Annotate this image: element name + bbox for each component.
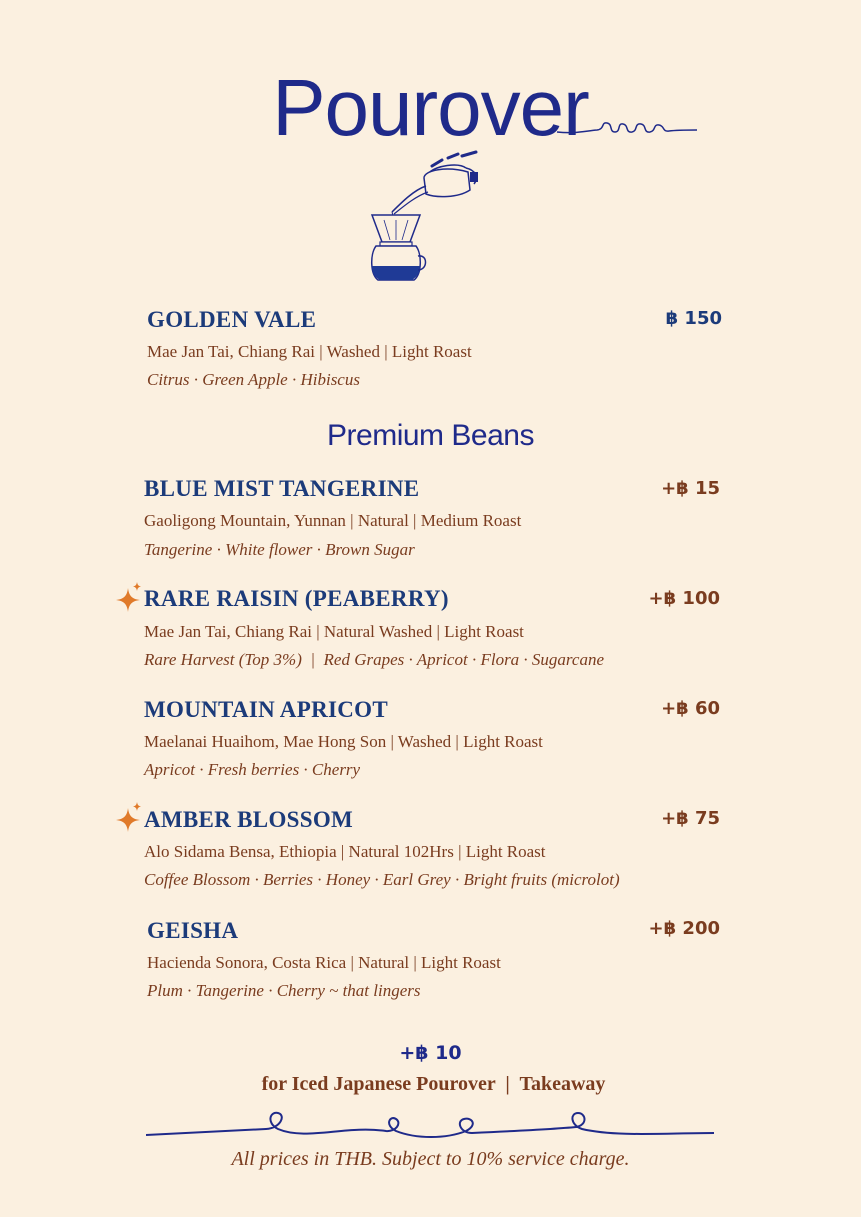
item-notes-golden-vale: Citrus · Green Apple · Hibiscus xyxy=(147,370,360,389)
item-origin-geisha: Hacienda Sonora, Costa Rica | Natural | Light Roast xyxy=(147,953,501,972)
item-origin-blue-mist-tangerine: Gaoligong Mountain, Yunnan | Natural | Medium Roast xyxy=(144,511,522,530)
item-price-amber-blossom: +฿ 75 xyxy=(661,808,720,829)
page-title: Pourover xyxy=(272,63,589,152)
item-name-golden-vale: GOLDEN VALE xyxy=(147,307,317,332)
section-title-premium-beans: Premium Beans xyxy=(327,419,534,452)
item-origin-rare-raisin: Mae Jan Tai, Chiang Rai | Natural Washed | Light Roast xyxy=(144,622,524,641)
item-price-golden-vale: ฿ 150 xyxy=(665,308,722,329)
footer-note: All prices in THB. Subject to 10% service charge. xyxy=(231,1148,630,1170)
item-name-geisha: GEISHA xyxy=(147,918,239,943)
item-name-amber-blossom: AMBER BLOSSOM xyxy=(144,807,354,832)
item-price-geisha: +฿ 200 xyxy=(648,918,720,939)
item-price-rare-raisin: +฿ 100 xyxy=(648,588,720,609)
sparkle-star-icon xyxy=(116,802,142,832)
item-origin-golden-vale: Mae Jan Tai, Chiang Rai | Washed | Light Roast xyxy=(147,342,472,361)
sparkle-star-icon xyxy=(116,582,142,612)
item-notes-rare-raisin: Rare Harvest (Top 3%) | Red Grapes · Apricot · Flora · Sugarcane xyxy=(144,650,605,669)
swirl-flourish xyxy=(555,118,700,142)
item-notes-blue-mist-tangerine: Tangerine · White flower · Brown Sugar xyxy=(144,540,415,559)
item-notes-amber-blossom: Coffee Blossom · Berries · Honey · Earl Grey · Bright fruits (microlot) xyxy=(144,870,620,889)
pourover-kettle-illustration xyxy=(362,150,487,285)
item-notes-mountain-apricot: Apricot · Fresh berries · Cherry xyxy=(144,760,361,779)
wave-divider xyxy=(146,1105,716,1141)
item-origin-amber-blossom: Alo Sidama Bensa, Ethiopia | Natural 102Hrs | Light Roast xyxy=(144,842,546,861)
item-price-blue-mist-tangerine: +฿ 15 xyxy=(661,478,720,499)
iced-addon-price: +฿ 10 xyxy=(399,1042,462,1064)
item-price-mountain-apricot: +฿ 60 xyxy=(661,698,720,719)
item-origin-mountain-apricot: Maelanai Huaihom, Mae Hong Son | Washed | Light Roast xyxy=(144,732,543,751)
item-name-rare-raisin: RARE RAISIN (PEABERRY) xyxy=(144,586,449,611)
iced-addon-label: for Iced Japanese Pourover | Takeaway xyxy=(261,1073,606,1095)
item-notes-geisha: Plum · Tangerine · Cherry ~ that lingers xyxy=(147,981,421,1000)
item-name-blue-mist-tangerine: BLUE MIST TANGERINE xyxy=(144,476,420,501)
item-name-mountain-apricot: MOUNTAIN APRICOT xyxy=(144,697,388,722)
